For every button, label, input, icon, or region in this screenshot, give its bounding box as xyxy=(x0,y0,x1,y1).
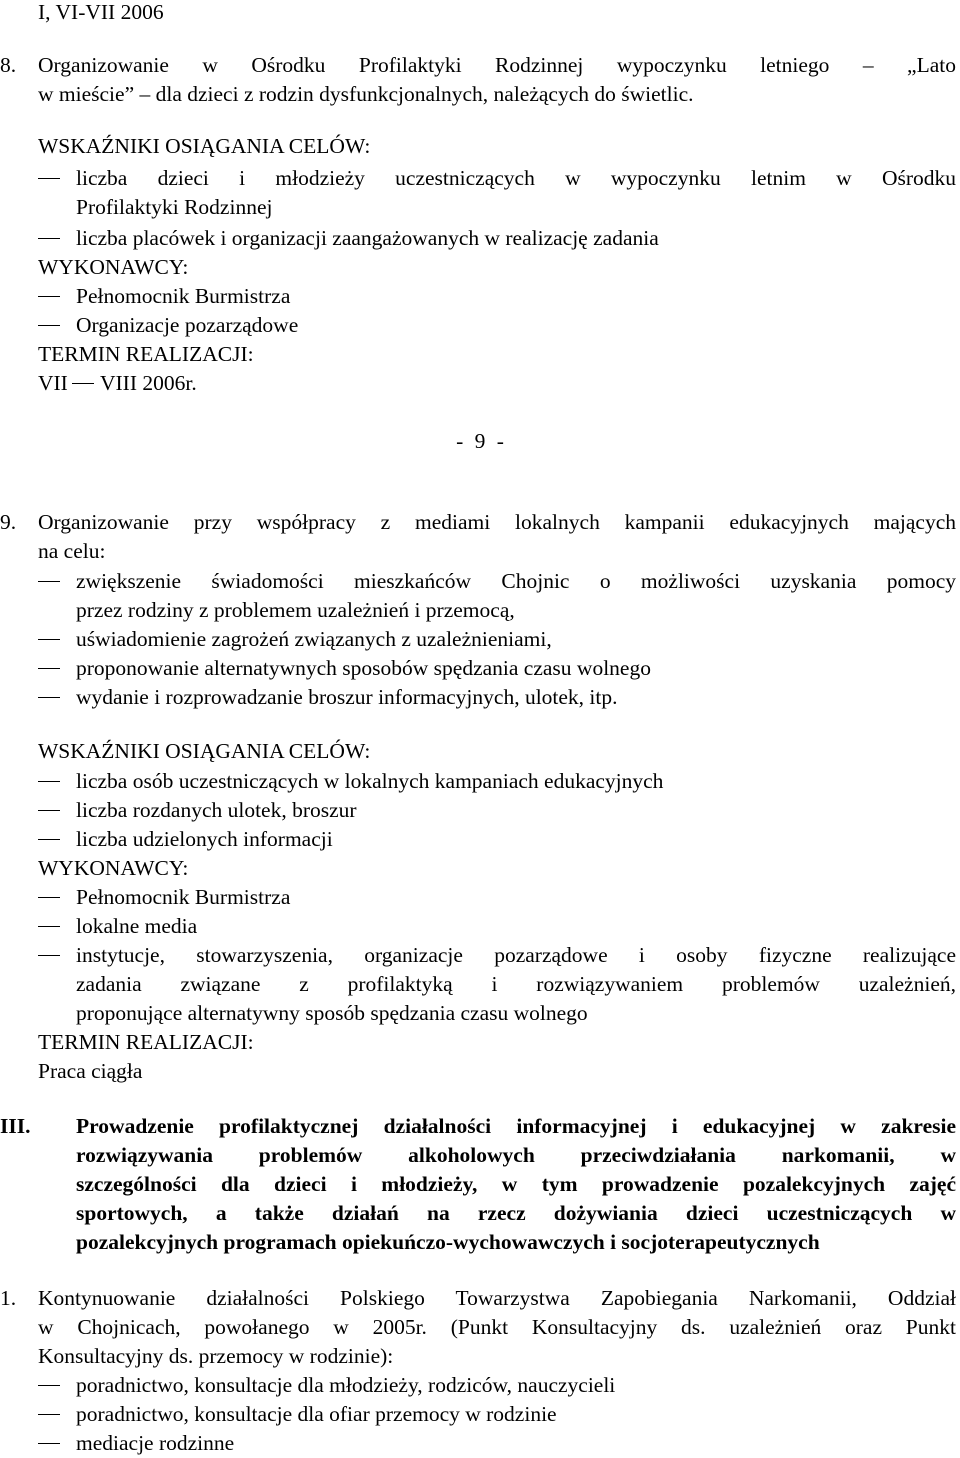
item-8-executors-label: WYKONAWCY: xyxy=(38,255,189,279)
item-9-executor-1: Pełnomocnik Burmistrza xyxy=(76,885,291,909)
dash-marker xyxy=(38,325,60,326)
section-3-heading-line-2: rozwiązywania problemów alkoholowych przeciwdziałania narkomanii, w xyxy=(76,1143,956,1167)
item-1-service-1: poradnictwo, konsultacje dla młodzieży, rodziców, nauczycieli xyxy=(76,1373,616,1397)
dash-marker xyxy=(38,581,60,582)
section-3-heading-line-5: pozalekcyjnych programach opiekuńczo-wychowawczych i socjoterapeutycznych xyxy=(76,1230,820,1254)
page-header: I, VI-VII 2006 xyxy=(38,0,164,24)
dash-marker xyxy=(38,178,60,179)
item-9-executor-3-line-3: proponujące alternatywny sposób spędzania czasu wolnego xyxy=(76,1001,588,1025)
item-9-executors-label: WYKONAWCY: xyxy=(38,856,189,880)
item-9-term-label: TERMIN REALIZACJI: xyxy=(38,1030,254,1054)
dash-marker xyxy=(38,926,60,927)
dash-marker xyxy=(38,781,60,782)
item-9-indicator-1: liczba osób uczestniczących w lokalnych kampaniach edukacyjnych xyxy=(76,769,664,793)
item-9-executor-2: lokalne media xyxy=(76,914,198,938)
section-3-heading-line-4: sportowych, a także działań na rzecz dożywiania dzieci uczestniczących w xyxy=(76,1201,956,1225)
item-1-line-3: Konsultacyjny ds. przemocy w rodzinie): xyxy=(38,1344,394,1368)
item-9-goal-4: wydanie i rozprowadzanie broszur informacyjnych, ulotek, itp. xyxy=(76,685,618,709)
item-1-service-2: poradnictwo, konsultacje dla ofiar przemocy w rodzinie xyxy=(76,1402,557,1426)
dash-marker xyxy=(38,668,60,669)
item-9-indicator-3: liczba udzielonych informacji xyxy=(76,827,333,851)
item-8-indicators-label: WSKAŹNIKI OSIĄGANIA CELÓW: xyxy=(38,134,371,158)
item-9-indicators-label: WSKAŹNIKI OSIĄGANIA CELÓW: xyxy=(38,739,371,763)
dash-marker xyxy=(38,238,60,239)
item-8-executor-1: Pełnomocnik Burmistrza xyxy=(76,284,291,308)
item-8-term-part-2: VIII 2006r. xyxy=(100,371,197,395)
dash-marker xyxy=(38,639,60,640)
item-9-goal-2: uświadomienie zagrożeń związanych z uzależnieniami, xyxy=(76,627,552,651)
item-9-goal-1-line-1: zwiększenie świadomości mieszkańców Chojnic o możliwości uzyskania pomocy xyxy=(76,569,956,593)
section-3-heading-line-1: Prowadzenie profilaktycznej działalności informacyjnej i edukacyjnej w zakresie xyxy=(76,1114,956,1138)
dash-marker xyxy=(38,1443,60,1444)
section-3-heading-line-3: szczególności dla dzieci i młodzieży, w tym prowadzenie pozalekcyjnych zajęć xyxy=(76,1172,956,1196)
item-8-executor-2: Organizacje pozarządowe xyxy=(76,313,299,337)
section-3-numeral: III. xyxy=(0,1114,31,1138)
item-9-goal-1-line-2: przez rodziny z problemem uzależnień i przemocą, xyxy=(76,598,515,622)
item-9-number: 9. xyxy=(0,510,17,534)
dash-marker xyxy=(38,1385,60,1386)
item-9-executor-3-line-1: instytucje, stowarzyszenia, organizacje pozarządowe i osoby fizyczne realizujące xyxy=(76,943,956,967)
item-8-term-part-1: VII xyxy=(38,371,68,395)
item-1-line-1: Kontynuowanie działalności Polskiego Towarzystwa Zapobiegania Narkomanii, Oddział xyxy=(38,1286,956,1310)
item-9-indicator-2: liczba rozdanych ulotek, broszur xyxy=(76,798,357,822)
item-8-indicator-2: liczba placówek i organizacji zaangażowanych w realizację zadania xyxy=(76,226,659,250)
item-8-line-2: w mieście” – dla dzieci z rodzin dysfunkcjonalnych, należących do świetlic. xyxy=(38,82,694,106)
dash-marker xyxy=(38,839,60,840)
dash-marker xyxy=(38,296,60,297)
item-8-indicator-1-line-1: liczba dzieci i młodzieży uczestniczących w wypoczynku letnim w Ośrodku xyxy=(76,166,956,190)
dash-marker xyxy=(72,383,94,384)
item-9-line-2: na celu: xyxy=(38,539,106,563)
item-9-line-1: Organizowanie przy współpracy z mediami lokalnych kampanii edukacyjnych mających xyxy=(38,510,956,534)
item-9-goal-3: proponowanie alternatywnych sposobów spędzania czasu wolnego xyxy=(76,656,651,680)
dash-marker xyxy=(38,1414,60,1415)
item-1-service-3: mediacje rodzinne xyxy=(76,1431,235,1455)
item-8-line-1: Organizowanie w Ośrodku Profilaktyki Rodzinnej wypoczynku letniego – „Lato xyxy=(38,53,956,77)
item-9-executor-3-line-2: zadania związane z profilaktyką i rozwiązywaniem problemów uzależnień, xyxy=(76,972,956,996)
item-1-line-2: w Chojnicach, powołanego w 2005r. (Punkt Konsultacyjny ds. uzależnień oraz Punkt xyxy=(38,1315,956,1339)
item-8-term-label: TERMIN REALIZACJI: xyxy=(38,342,254,366)
item-1-number: 1. xyxy=(0,1286,17,1310)
dash-marker xyxy=(38,810,60,811)
page-number: - 9 - xyxy=(456,429,504,453)
item-8-indicator-1-line-2: Profilaktyki Rodzinnej xyxy=(76,195,273,219)
item-8-number: 8. xyxy=(0,53,17,77)
item-9-term: Praca ciągła xyxy=(38,1059,143,1083)
dash-marker xyxy=(38,955,60,956)
dash-marker xyxy=(38,897,60,898)
dash-marker xyxy=(38,697,60,698)
